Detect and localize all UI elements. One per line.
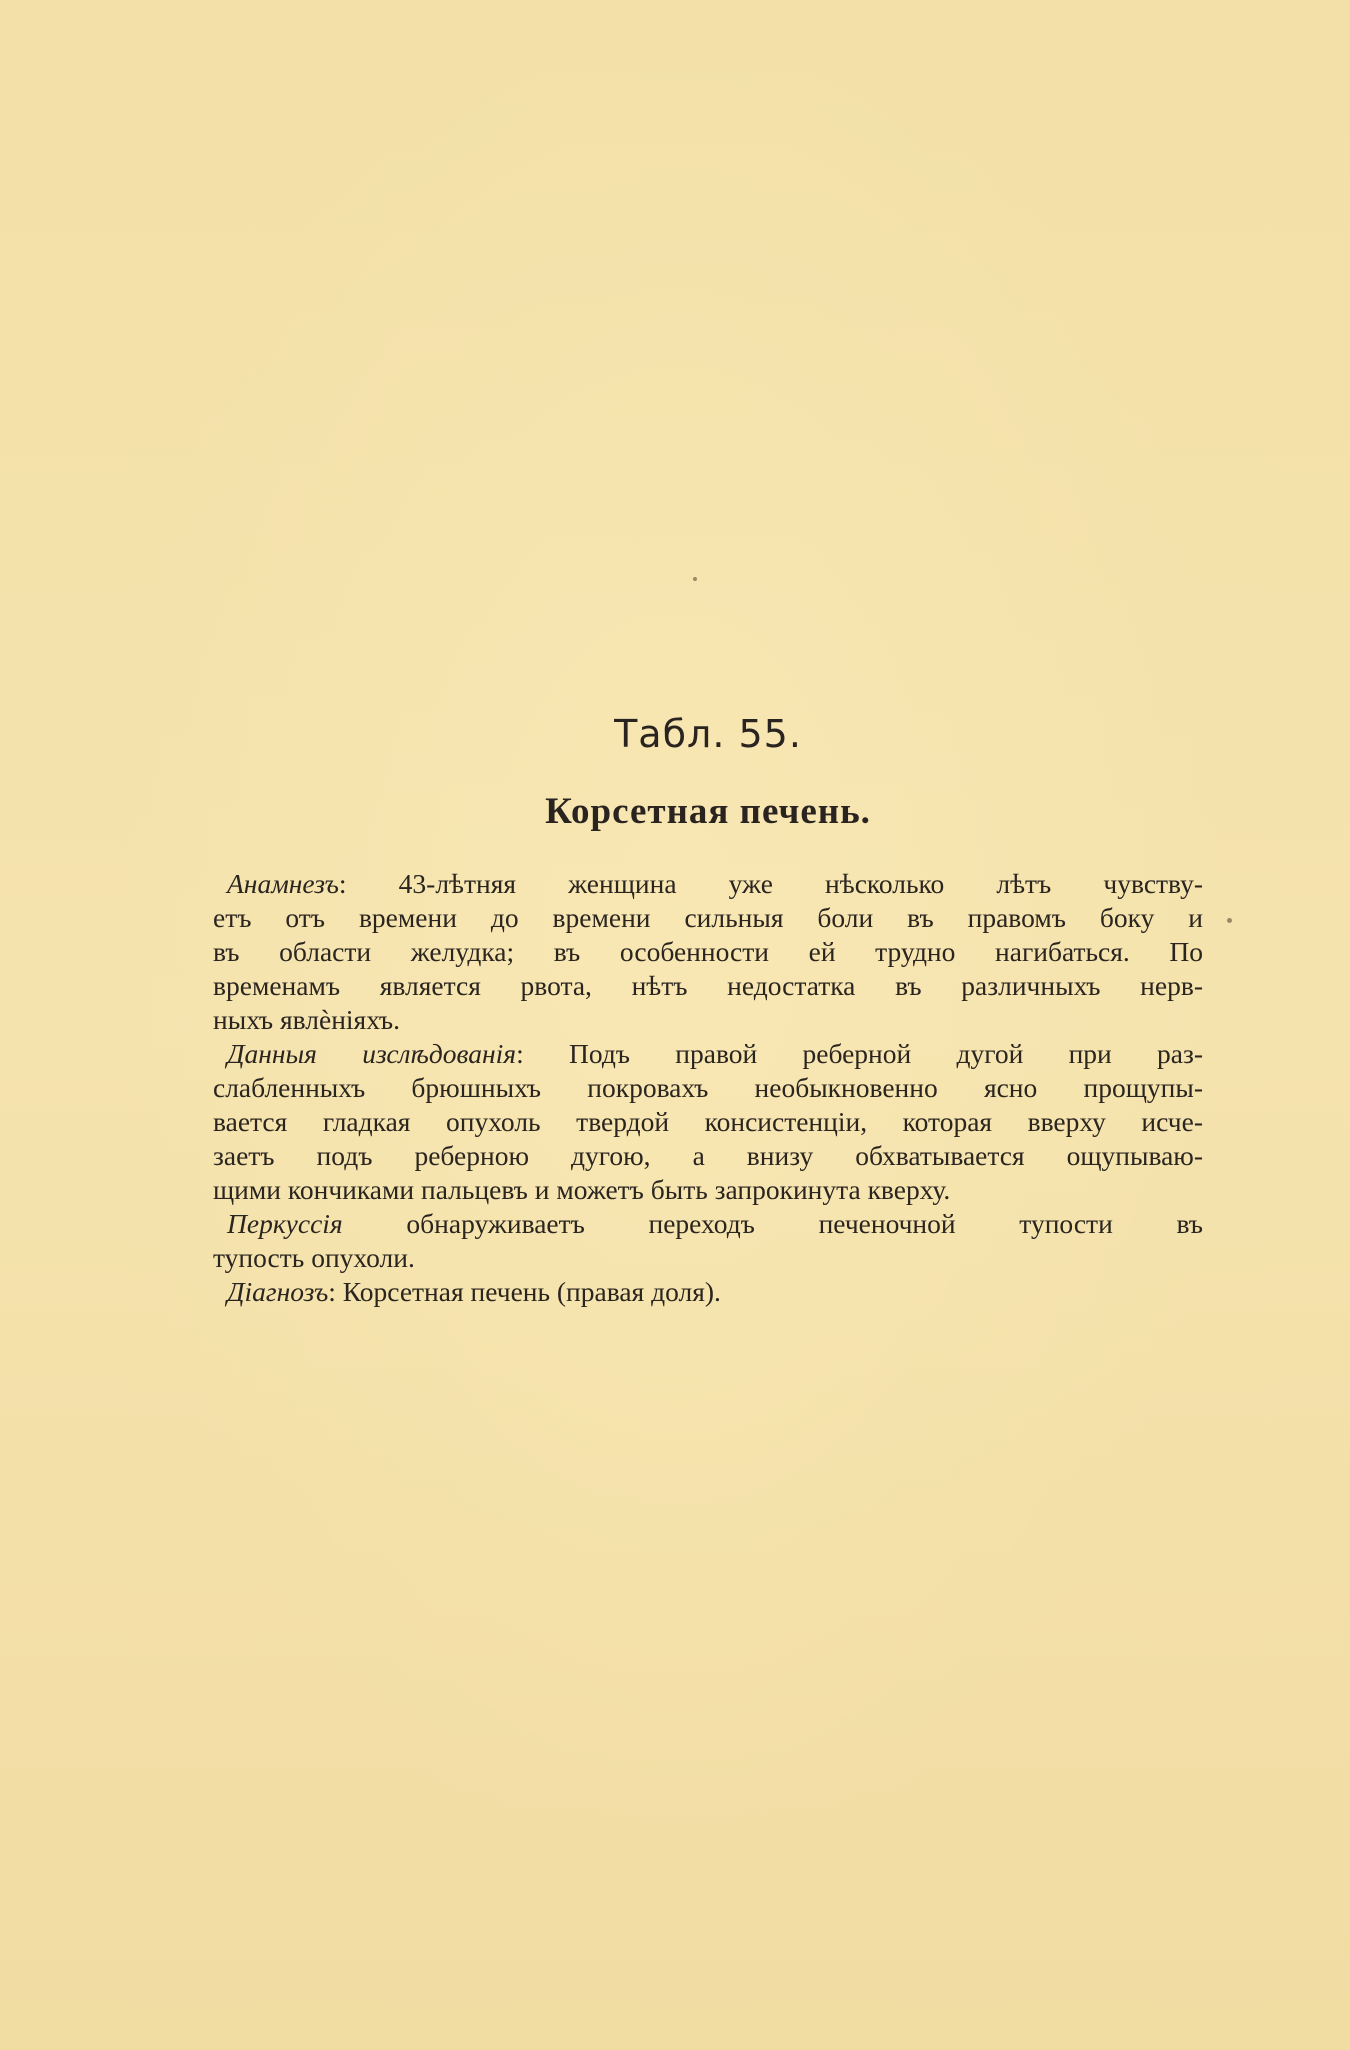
text-segment: : Корсетная печень (правая доля). bbox=[328, 1276, 721, 1307]
section-examination bbox=[213, 1037, 1203, 1207]
paper-speck bbox=[693, 577, 697, 581]
text-line: въ области желудка; въ особенности ей трудно нагибаться. По bbox=[213, 936, 1203, 967]
section-anamnesis bbox=[213, 867, 1203, 1037]
section-term: Перкуссія bbox=[227, 1208, 343, 1239]
text-line bbox=[213, 1037, 1203, 1071]
text-line: слабленныхъ брюшныхъ покровахъ необыкновенно ясно прощупы- bbox=[213, 1072, 1203, 1103]
section-percussion bbox=[213, 1207, 1203, 1275]
table-number: Табл. 55. bbox=[614, 712, 802, 756]
text-line bbox=[213, 1275, 1203, 1309]
article bbox=[213, 712, 1203, 1309]
text-segment: : Подъ правой реберной дугой при раз- bbox=[516, 1038, 1203, 1069]
text-line: тупость опухоли. bbox=[213, 1242, 415, 1273]
text-line: вается гладкая опухоль твердой консистенціи, которая вверху исче- bbox=[213, 1106, 1203, 1137]
section-term: Діагнозъ bbox=[227, 1276, 329, 1307]
text-segment: обнаруживаетъ переходъ печеночной тупости въ bbox=[342, 1208, 1203, 1239]
chapter-title: Корсетная печень. bbox=[545, 791, 871, 832]
text-line bbox=[213, 1207, 1203, 1241]
text-segment: : 43-лѣтняя женщина уже нѣсколько лѣтъ чувству- bbox=[338, 868, 1203, 899]
paper-speck bbox=[1227, 918, 1232, 923]
text-line: заетъ подъ реберною дугою, а внизу обхватывается ощупываю- bbox=[213, 1140, 1203, 1171]
bleed-through-upper bbox=[160, 390, 1150, 476]
text-line: щими кончиками пальцевъ и можетъ быть запрокинута кверху. bbox=[213, 1174, 951, 1205]
text-line bbox=[213, 867, 1203, 901]
text-line: временамъ является рвота, нѣтъ недостатка въ различныхъ нерв- bbox=[213, 970, 1203, 1001]
section-diagnosis bbox=[213, 1275, 1203, 1309]
text-line: етъ отъ времени до времени сильныя боли въ правомъ боку и bbox=[213, 902, 1203, 933]
section-term: Данныя изслѣдованія bbox=[227, 1038, 517, 1069]
text-line: ныхъ явлѐніяхъ. bbox=[213, 1004, 400, 1035]
section-term: Анамнезъ bbox=[227, 868, 339, 899]
